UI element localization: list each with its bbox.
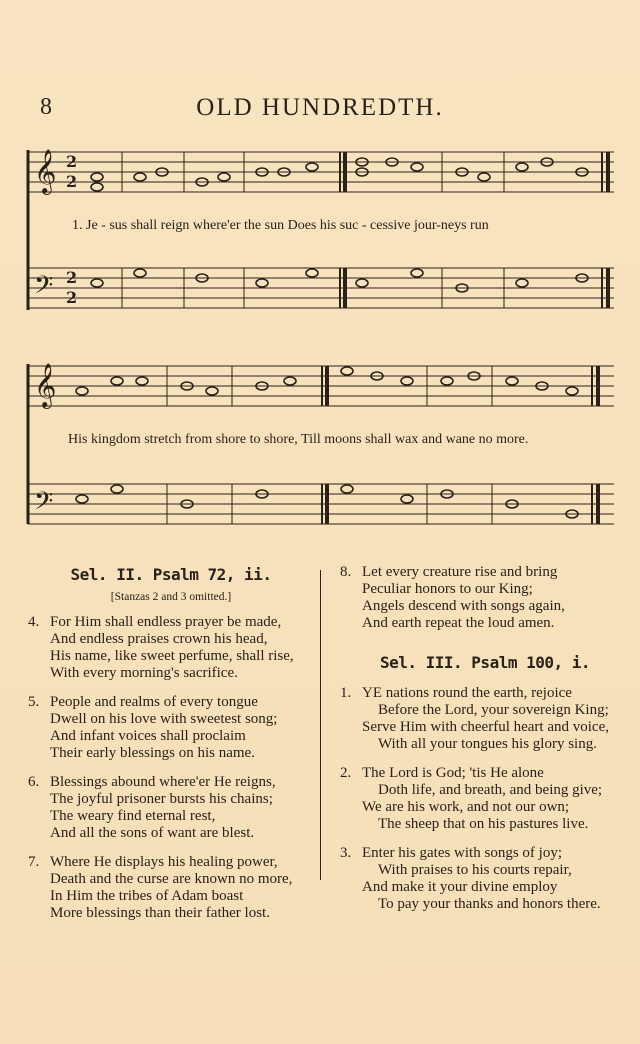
music-staves-1	[22, 140, 618, 330]
stanza	[340, 685, 630, 753]
stanza	[28, 774, 314, 842]
left-column	[28, 566, 314, 934]
right-stanzas	[340, 685, 630, 913]
stanza-number: 6.	[28, 774, 40, 790]
selection-heading: Sel. III. Psalm 100, i.	[379, 653, 591, 672]
stanza-line: In Him the tribes of Adam boast	[50, 888, 244, 904]
stanza-note: [Stanzas 2 and 3 omitted.]	[110, 591, 232, 603]
music-staves-2	[22, 352, 618, 548]
stanza	[28, 614, 314, 682]
stanza-number: 5.	[28, 694, 40, 710]
bass-clef-icon: 𝄢	[34, 487, 54, 522]
lyric-line-2: His kingdom stretch from shore to shore, Till moons shall wax and wane no more.	[68, 432, 529, 447]
stanza-line: And earth repeat the loud amen.	[362, 615, 555, 631]
stanza-line: Where He displays his healing power,	[50, 854, 278, 870]
column-divider	[320, 570, 321, 880]
page-title: OLD HUNDREDTH.	[196, 94, 444, 121]
stanza-line: Before the Lord, your sovereign King;	[378, 702, 609, 718]
stanza-line: For Him shall endless prayer be made,	[50, 614, 282, 630]
stanza-line: Serve Him with cheerful heart and voice,	[362, 719, 609, 735]
music-system-2	[22, 352, 618, 548]
stanza-line: And endless praises crown his head,	[50, 631, 268, 647]
treble-clef-icon: 𝄞	[34, 149, 57, 193]
bass-staff-1	[28, 268, 614, 308]
stanza-number: 1.	[340, 685, 352, 701]
stanza-line: With all your tongues his glory sing.	[378, 736, 597, 752]
music-system-1	[22, 140, 618, 330]
stanza-line: The joyful prisoner bursts his chains;	[50, 791, 273, 807]
stanza	[28, 694, 314, 762]
stanza-line: The weary find eternal rest,	[50, 808, 216, 824]
svg-text:2: 2	[66, 288, 78, 307]
stanza	[340, 765, 630, 833]
stanza-number: 4.	[28, 614, 40, 630]
svg-text:2: 2	[66, 152, 78, 171]
stanza-line: With every morning's sacrifice.	[50, 665, 238, 681]
stanza-line: We are his work, and not our own;	[362, 799, 570, 815]
stanza-line: To pay your thanks and honors there.	[378, 896, 601, 912]
bass-clef-icon: 𝄢	[34, 271, 54, 306]
stanza-line: Angels descend with songs again,	[362, 598, 565, 614]
stanza-line: And infant voices shall proclaim	[50, 728, 246, 744]
stanza-line: With praises to his courts repair,	[378, 862, 572, 878]
stanza-line: Let every creature rise and bring	[362, 564, 558, 580]
stanza-line: People and realms of every tongue	[50, 694, 258, 710]
selection-heading: Sel. II. Psalm 72, ii.	[70, 565, 272, 584]
stanza-number: 8.	[340, 564, 352, 580]
stanza-number: 2.	[340, 765, 352, 781]
svg-text:2: 2	[66, 172, 78, 191]
stanza-line: The sheep that on his pastures live.	[378, 816, 589, 832]
stanza	[28, 854, 314, 922]
left-stanzas	[28, 614, 314, 922]
right-column	[340, 564, 630, 925]
stanza-line: And all the sons of want are blest.	[50, 825, 255, 841]
stanza-number: 3.	[340, 845, 352, 861]
svg-text:2: 2	[66, 268, 78, 287]
stanza-line: Blessings abound where'er He reigns,	[50, 774, 276, 790]
stanza	[340, 845, 630, 913]
stanza-line: Their early blessings on his name.	[50, 745, 255, 761]
page-number: 8	[40, 94, 52, 120]
stanza-line: YE nations round the earth, rejoice	[362, 685, 572, 701]
treble-clef-icon: 𝄞	[34, 363, 57, 407]
stanza-line: More blessings than their father lost.	[50, 905, 270, 921]
stanza-line: The Lord is God; 'tis He alone	[362, 765, 544, 781]
stanza	[340, 564, 630, 632]
stanza-line: Doth life, and breath, and being give;	[378, 782, 603, 798]
treble-staff-1	[28, 152, 614, 192]
stanza-line: Dwell on his love with sweetest song;	[50, 711, 278, 727]
stanza-line: Enter his gates with songs of joy;	[362, 845, 562, 861]
lyric-line-1: 1. Je - sus shall reign where'er the sun Does his suc - cessive jour-neys run	[72, 218, 489, 233]
stanza-line: His name, like sweet perfume, shall rise,	[50, 648, 294, 664]
stanza-line: Death and the curse are known no more,	[50, 871, 293, 887]
stanza-line: Peculiar honors to our King;	[362, 581, 533, 597]
stanza-number: 7.	[28, 854, 40, 870]
stanza-line: And make it your divine employ	[362, 879, 558, 895]
